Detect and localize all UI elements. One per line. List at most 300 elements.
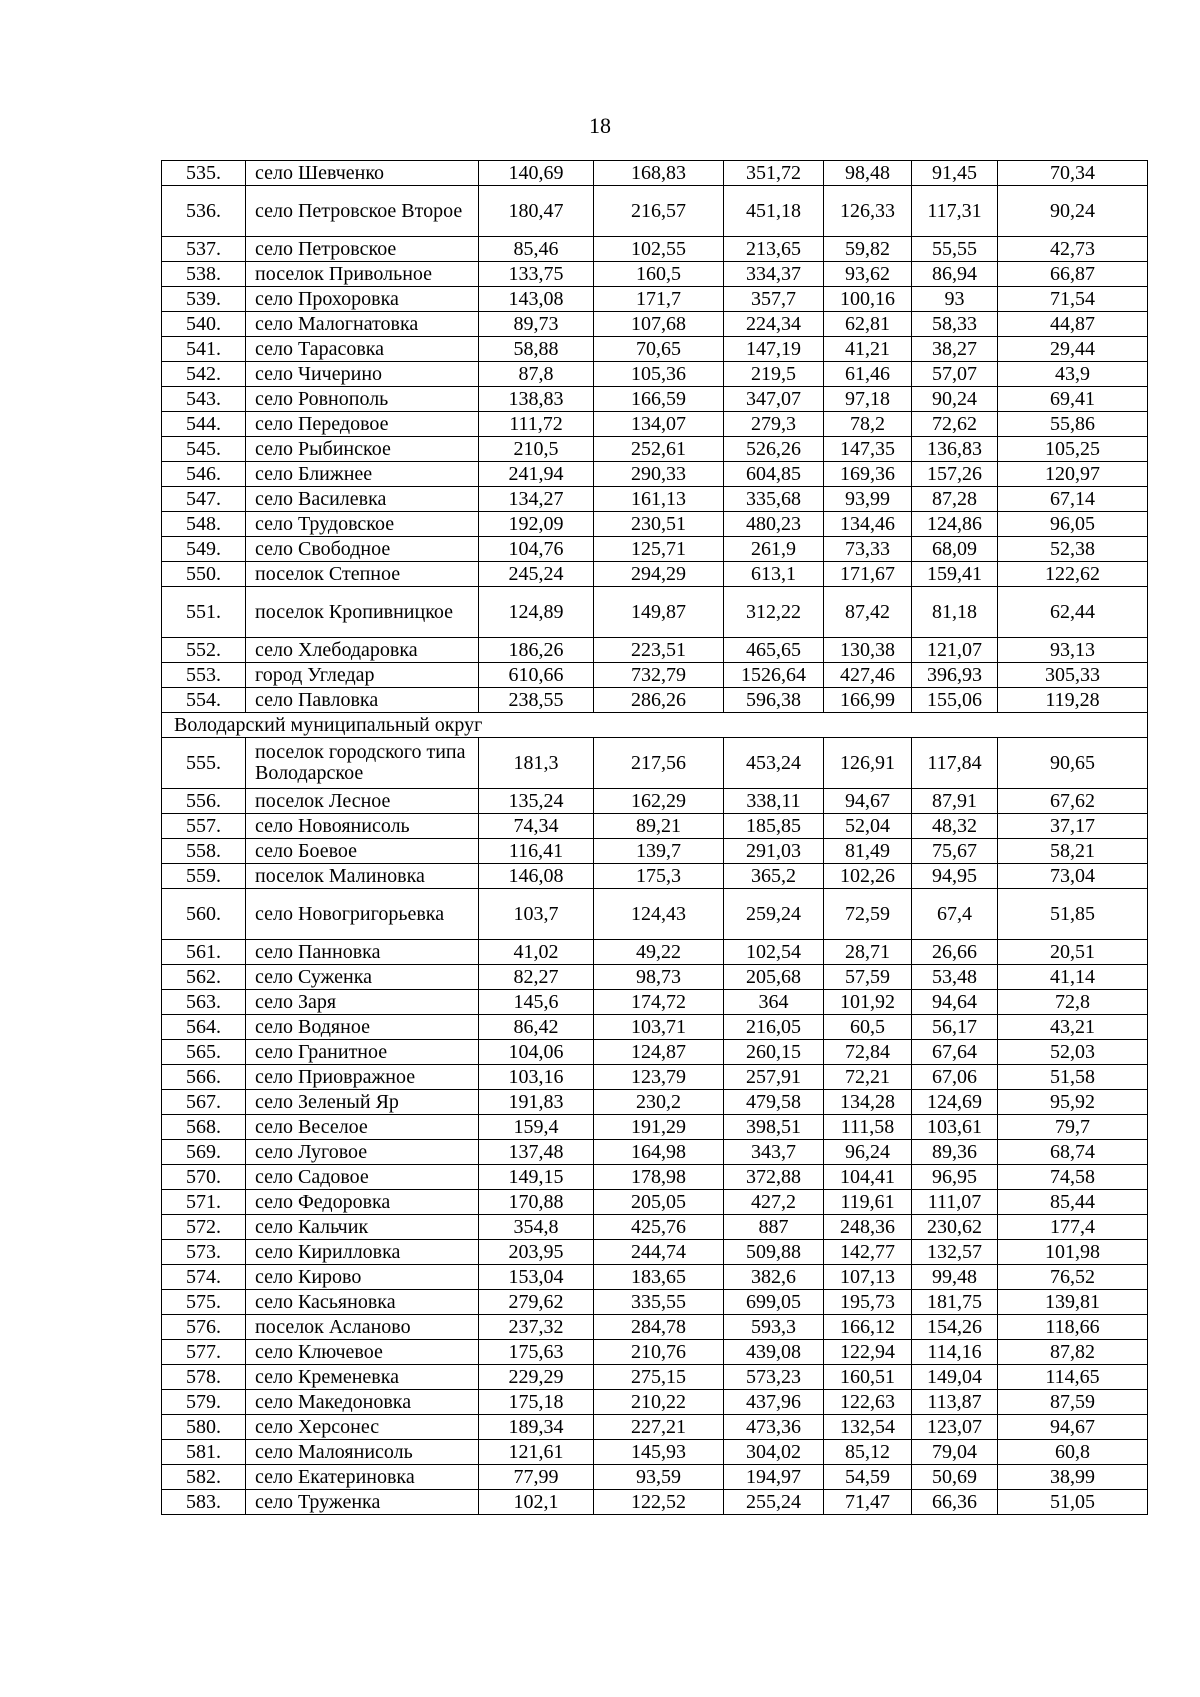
value-cell-4: 142,77 [824, 1240, 912, 1265]
table-row [162, 1140, 1148, 1165]
value-cell-6: 94,67 [998, 1415, 1148, 1440]
settlement-name: село Македоновка [246, 1390, 479, 1415]
value-cell-6: 58,21 [998, 839, 1148, 864]
value-cell-6: 38,99 [998, 1465, 1148, 1490]
value-cell-3: 205,68 [724, 965, 824, 990]
table-row [162, 362, 1148, 387]
value-cell-5: 75,67 [912, 839, 998, 864]
value-cell-3: 357,7 [724, 287, 824, 312]
row-number: 564. [162, 1015, 246, 1040]
value-cell-2: 171,7 [594, 287, 724, 312]
value-cell-4: 248,36 [824, 1215, 912, 1240]
value-cell-5: 99,48 [912, 1265, 998, 1290]
settlement-name: село Кирово [246, 1265, 479, 1290]
value-cell-1: 279,62 [479, 1290, 594, 1315]
settlement-name: село Свободное [246, 537, 479, 562]
value-cell-4: 100,16 [824, 287, 912, 312]
table-row [162, 262, 1148, 287]
settlement-name: село Павловка [246, 688, 479, 713]
value-cell-3: 479,58 [724, 1090, 824, 1115]
value-cell-3: 451,18 [724, 186, 824, 237]
value-cell-6: 93,13 [998, 638, 1148, 663]
value-cell-1: 104,06 [479, 1040, 594, 1065]
value-cell-5: 396,93 [912, 663, 998, 688]
settlement-name: село Ключевое [246, 1340, 479, 1365]
value-cell-2: 335,55 [594, 1290, 724, 1315]
row-number: 552. [162, 638, 246, 663]
value-cell-4: 93,99 [824, 487, 912, 512]
value-cell-2: 125,71 [594, 537, 724, 562]
value-cell-6: 43,9 [998, 362, 1148, 387]
value-cell-2: 223,51 [594, 638, 724, 663]
value-cell-5: 26,66 [912, 940, 998, 965]
row-number: 577. [162, 1340, 246, 1365]
value-cell-1: 138,83 [479, 387, 594, 412]
settlement-name: село Ближнее [246, 462, 479, 487]
value-cell-2: 145,93 [594, 1440, 724, 1465]
value-cell-6: 305,33 [998, 663, 1148, 688]
value-cell-2: 98,73 [594, 965, 724, 990]
row-number: 544. [162, 412, 246, 437]
value-cell-5: 72,62 [912, 412, 998, 437]
settlement-name: село Суженка [246, 965, 479, 990]
value-cell-3: 279,3 [724, 412, 824, 437]
value-cell-3: 194,97 [724, 1465, 824, 1490]
value-cell-1: 181,3 [479, 738, 594, 789]
value-cell-1: 134,27 [479, 487, 594, 512]
value-cell-5: 90,24 [912, 387, 998, 412]
value-cell-2: 166,59 [594, 387, 724, 412]
value-cell-3: 398,51 [724, 1115, 824, 1140]
value-cell-6: 51,05 [998, 1490, 1148, 1515]
value-cell-2: 290,33 [594, 462, 724, 487]
value-cell-1: 74,34 [479, 814, 594, 839]
table-row [162, 940, 1148, 965]
settlement-name: поселок городского типа Володарское [246, 738, 479, 789]
value-cell-5: 124,69 [912, 1090, 998, 1115]
settlement-name: село Прохоровка [246, 287, 479, 312]
row-number: 549. [162, 537, 246, 562]
row-number: 560. [162, 889, 246, 940]
value-cell-5: 181,75 [912, 1290, 998, 1315]
row-number: 548. [162, 512, 246, 537]
value-cell-1: 241,94 [479, 462, 594, 487]
value-cell-4: 166,12 [824, 1315, 912, 1340]
settlement-name: село Зеленый Яр [246, 1090, 479, 1115]
value-cell-2: 275,15 [594, 1365, 724, 1390]
value-cell-3: 427,2 [724, 1190, 824, 1215]
value-cell-6: 51,58 [998, 1065, 1148, 1090]
value-cell-3: 257,91 [724, 1065, 824, 1090]
row-number: 565. [162, 1040, 246, 1065]
value-cell-1: 143,08 [479, 287, 594, 312]
value-cell-3: 365,2 [724, 864, 824, 889]
value-cell-4: 427,46 [824, 663, 912, 688]
row-number: 546. [162, 462, 246, 487]
value-cell-5: 56,17 [912, 1015, 998, 1040]
value-cell-2: 252,61 [594, 437, 724, 462]
value-cell-1: 245,24 [479, 562, 594, 587]
value-cell-6: 70,34 [998, 161, 1148, 186]
value-cell-3: 465,65 [724, 638, 824, 663]
value-cell-5: 48,32 [912, 814, 998, 839]
row-number: 572. [162, 1215, 246, 1240]
row-number: 537. [162, 237, 246, 262]
value-cell-5: 81,18 [912, 587, 998, 638]
value-cell-6: 66,87 [998, 262, 1148, 287]
value-cell-6: 44,87 [998, 312, 1148, 337]
value-cell-5: 91,45 [912, 161, 998, 186]
settlement-name: село Касьяновка [246, 1290, 479, 1315]
value-cell-4: 98,48 [824, 161, 912, 186]
value-cell-2: 105,36 [594, 362, 724, 387]
value-cell-6: 95,92 [998, 1090, 1148, 1115]
row-number: 574. [162, 1265, 246, 1290]
settlement-name: село Херсонес [246, 1415, 479, 1440]
value-cell-2: 134,07 [594, 412, 724, 437]
settlement-name: поселок Лесное [246, 789, 479, 814]
table-row [162, 1115, 1148, 1140]
table-row [162, 1165, 1148, 1190]
settlement-name: село Екатериновка [246, 1465, 479, 1490]
value-cell-3: 255,24 [724, 1490, 824, 1515]
settlement-name: село Заря [246, 990, 479, 1015]
table-row [162, 1190, 1148, 1215]
value-cell-5: 50,69 [912, 1465, 998, 1490]
table-row [162, 287, 1148, 312]
settlement-name: село Рыбинское [246, 437, 479, 462]
settlement-name: село Трудовское [246, 512, 479, 537]
value-cell-4: 134,28 [824, 1090, 912, 1115]
value-cell-6: 90,65 [998, 738, 1148, 789]
value-cell-6: 177,4 [998, 1215, 1148, 1240]
value-cell-4: 73,33 [824, 537, 912, 562]
value-cell-5: 132,57 [912, 1240, 998, 1265]
value-cell-1: 210,5 [479, 437, 594, 462]
value-cell-1: 229,29 [479, 1365, 594, 1390]
row-number: 568. [162, 1115, 246, 1140]
value-cell-6: 60,8 [998, 1440, 1148, 1465]
value-cell-6: 62,44 [998, 587, 1148, 638]
table-row [162, 487, 1148, 512]
value-cell-4: 60,5 [824, 1015, 912, 1040]
value-cell-3: 213,65 [724, 237, 824, 262]
value-cell-6: 20,51 [998, 940, 1148, 965]
value-cell-1: 146,08 [479, 864, 594, 889]
value-cell-1: 354,8 [479, 1215, 594, 1240]
table-row [162, 562, 1148, 587]
settlement-name: село Федоровка [246, 1190, 479, 1215]
value-cell-3: 613,1 [724, 562, 824, 587]
value-cell-1: 103,7 [479, 889, 594, 940]
value-cell-5: 117,31 [912, 186, 998, 237]
value-cell-3: 259,24 [724, 889, 824, 940]
value-cell-4: 62,81 [824, 312, 912, 337]
value-cell-6: 74,58 [998, 1165, 1148, 1190]
value-cell-6: 120,97 [998, 462, 1148, 487]
value-cell-3: 382,6 [724, 1265, 824, 1290]
value-cell-4: 71,47 [824, 1490, 912, 1515]
table-row [162, 738, 1148, 789]
value-cell-2: 160,5 [594, 262, 724, 287]
settlement-name: село Малогнатовка [246, 312, 479, 337]
value-cell-4: 126,33 [824, 186, 912, 237]
row-number: 578. [162, 1365, 246, 1390]
table-row [162, 1415, 1148, 1440]
value-cell-4: 97,18 [824, 387, 912, 412]
row-number: 559. [162, 864, 246, 889]
value-cell-2: 732,79 [594, 663, 724, 688]
value-cell-5: 66,36 [912, 1490, 998, 1515]
value-cell-3: 439,08 [724, 1340, 824, 1365]
table-row [162, 1490, 1148, 1515]
value-cell-6: 69,41 [998, 387, 1148, 412]
value-cell-2: 70,65 [594, 337, 724, 362]
value-cell-1: 180,47 [479, 186, 594, 237]
settlement-name: поселок Асланово [246, 1315, 479, 1340]
row-number: 579. [162, 1390, 246, 1415]
value-cell-1: 58,88 [479, 337, 594, 362]
value-cell-3: 699,05 [724, 1290, 824, 1315]
value-cell-3: 351,72 [724, 161, 824, 186]
settlement-name: село Кирилловка [246, 1240, 479, 1265]
value-cell-3: 573,23 [724, 1365, 824, 1390]
value-cell-1: 137,48 [479, 1140, 594, 1165]
row-number: 582. [162, 1465, 246, 1490]
settlement-name: село Садовое [246, 1165, 479, 1190]
value-cell-5: 155,06 [912, 688, 998, 713]
value-cell-2: 123,79 [594, 1065, 724, 1090]
row-number: 573. [162, 1240, 246, 1265]
value-cell-6: 79,7 [998, 1115, 1148, 1140]
value-cell-4: 101,92 [824, 990, 912, 1015]
table-row [162, 462, 1148, 487]
table-row [162, 990, 1148, 1015]
value-cell-4: 169,36 [824, 462, 912, 487]
value-cell-2: 175,3 [594, 864, 724, 889]
table-row [162, 312, 1148, 337]
settlement-name: город Угледар [246, 663, 479, 688]
value-cell-4: 107,13 [824, 1265, 912, 1290]
table-row [162, 1465, 1148, 1490]
value-cell-1: 116,41 [479, 839, 594, 864]
value-cell-5: 79,04 [912, 1440, 998, 1465]
value-cell-5: 67,4 [912, 889, 998, 940]
value-cell-2: 205,05 [594, 1190, 724, 1215]
value-cell-5: 230,62 [912, 1215, 998, 1240]
value-cell-1: 238,55 [479, 688, 594, 713]
value-cell-3: 304,02 [724, 1440, 824, 1465]
value-cell-3: 216,05 [724, 1015, 824, 1040]
value-cell-1: 89,73 [479, 312, 594, 337]
value-cell-1: 149,15 [479, 1165, 594, 1190]
table-row [162, 237, 1148, 262]
table-row [162, 1065, 1148, 1090]
table-row [162, 1215, 1148, 1240]
value-cell-5: 111,07 [912, 1190, 998, 1215]
value-cell-6: 51,85 [998, 889, 1148, 940]
data-table [161, 160, 1148, 1515]
table-row [162, 864, 1148, 889]
value-cell-6: 85,44 [998, 1190, 1148, 1215]
row-number: 555. [162, 738, 246, 789]
row-number: 571. [162, 1190, 246, 1215]
table-row [162, 1040, 1148, 1065]
value-cell-5: 86,94 [912, 262, 998, 287]
value-cell-6: 73,04 [998, 864, 1148, 889]
value-cell-1: 41,02 [479, 940, 594, 965]
value-cell-2: 161,13 [594, 487, 724, 512]
settlement-name: село Малоянисоль [246, 1440, 479, 1465]
value-cell-4: 96,24 [824, 1140, 912, 1165]
value-cell-5: 136,83 [912, 437, 998, 462]
value-cell-4: 122,63 [824, 1390, 912, 1415]
value-cell-2: 93,59 [594, 1465, 724, 1490]
value-cell-3: 334,37 [724, 262, 824, 287]
value-cell-3: 509,88 [724, 1240, 824, 1265]
value-cell-4: 61,46 [824, 362, 912, 387]
value-cell-2: 286,26 [594, 688, 724, 713]
table-row [162, 412, 1148, 437]
value-cell-6: 119,28 [998, 688, 1148, 713]
value-cell-4: 166,99 [824, 688, 912, 713]
value-cell-2: 49,22 [594, 940, 724, 965]
settlement-name: село Тарасовка [246, 337, 479, 362]
value-cell-3: 260,15 [724, 1040, 824, 1065]
value-cell-4: 122,94 [824, 1340, 912, 1365]
value-cell-2: 168,83 [594, 161, 724, 186]
value-cell-6: 68,74 [998, 1140, 1148, 1165]
table-row [162, 638, 1148, 663]
value-cell-4: 57,59 [824, 965, 912, 990]
value-cell-3: 224,34 [724, 312, 824, 337]
row-number: 556. [162, 789, 246, 814]
row-number: 563. [162, 990, 246, 1015]
table-row [162, 512, 1148, 537]
table-row [162, 1015, 1148, 1040]
value-cell-2: 230,51 [594, 512, 724, 537]
settlement-name: село Ровнополь [246, 387, 479, 412]
value-cell-3: 343,7 [724, 1140, 824, 1165]
value-cell-5: 96,95 [912, 1165, 998, 1190]
section-row [162, 713, 1148, 738]
table-row [162, 537, 1148, 562]
value-cell-4: 119,61 [824, 1190, 912, 1215]
page-number: 18 [589, 113, 611, 138]
value-cell-4: 134,46 [824, 512, 912, 537]
value-cell-3: 347,07 [724, 387, 824, 412]
value-cell-6: 43,21 [998, 1015, 1148, 1040]
row-number: 575. [162, 1290, 246, 1315]
row-number: 542. [162, 362, 246, 387]
value-cell-6: 114,65 [998, 1365, 1148, 1390]
value-cell-4: 171,67 [824, 562, 912, 587]
value-cell-4: 93,62 [824, 262, 912, 287]
value-cell-2: 210,22 [594, 1390, 724, 1415]
value-cell-4: 147,35 [824, 437, 912, 462]
value-cell-2: 230,2 [594, 1090, 724, 1115]
value-cell-2: 284,78 [594, 1315, 724, 1340]
value-cell-5: 67,64 [912, 1040, 998, 1065]
value-cell-3: 593,3 [724, 1315, 824, 1340]
row-number: 576. [162, 1315, 246, 1340]
value-cell-1: 145,6 [479, 990, 594, 1015]
settlement-name: село Кременевка [246, 1365, 479, 1390]
value-cell-3: 102,54 [724, 940, 824, 965]
value-cell-3: 437,96 [724, 1390, 824, 1415]
value-cell-2: 178,98 [594, 1165, 724, 1190]
settlement-name: поселок Малиновка [246, 864, 479, 889]
value-cell-1: 610,66 [479, 663, 594, 688]
row-number: 554. [162, 688, 246, 713]
value-cell-4: 85,12 [824, 1440, 912, 1465]
value-cell-5: 55,55 [912, 237, 998, 262]
settlement-name: село Новогригорьевка [246, 889, 479, 940]
table-row [162, 1240, 1148, 1265]
value-cell-2: 244,74 [594, 1240, 724, 1265]
value-cell-2: 174,72 [594, 990, 724, 1015]
value-cell-2: 122,52 [594, 1490, 724, 1515]
settlement-name: село Панновка [246, 940, 479, 965]
value-cell-6: 96,05 [998, 512, 1148, 537]
value-cell-6: 122,62 [998, 562, 1148, 587]
value-cell-5: 58,33 [912, 312, 998, 337]
value-cell-3: 596,38 [724, 688, 824, 713]
value-cell-1: 133,75 [479, 262, 594, 287]
value-cell-2: 139,7 [594, 839, 724, 864]
row-number: 541. [162, 337, 246, 362]
value-cell-1: 175,63 [479, 1340, 594, 1365]
value-cell-3: 147,19 [724, 337, 824, 362]
value-cell-1: 135,24 [479, 789, 594, 814]
value-cell-2: 216,57 [594, 186, 724, 237]
value-cell-1: 192,09 [479, 512, 594, 537]
value-cell-4: 81,49 [824, 839, 912, 864]
settlement-name: село Боевое [246, 839, 479, 864]
table-row [162, 1290, 1148, 1315]
value-cell-6: 55,86 [998, 412, 1148, 437]
value-cell-4: 104,41 [824, 1165, 912, 1190]
value-cell-5: 53,48 [912, 965, 998, 990]
value-cell-2: 227,21 [594, 1415, 724, 1440]
value-cell-6: 29,44 [998, 337, 1148, 362]
value-cell-1: 85,46 [479, 237, 594, 262]
row-number: 547. [162, 487, 246, 512]
row-number: 569. [162, 1140, 246, 1165]
value-cell-2: 210,76 [594, 1340, 724, 1365]
settlement-name: село Водяное [246, 1015, 479, 1040]
value-cell-4: 72,84 [824, 1040, 912, 1065]
settlement-name: село Приовражное [246, 1065, 479, 1090]
value-cell-2: 102,55 [594, 237, 724, 262]
value-cell-5: 57,07 [912, 362, 998, 387]
value-cell-1: 203,95 [479, 1240, 594, 1265]
value-cell-5: 94,64 [912, 990, 998, 1015]
value-cell-3: 480,23 [724, 512, 824, 537]
value-cell-2: 162,29 [594, 789, 724, 814]
value-cell-5: 87,91 [912, 789, 998, 814]
value-cell-1: 189,34 [479, 1415, 594, 1440]
value-cell-3: 312,22 [724, 587, 824, 638]
value-cell-1: 191,83 [479, 1090, 594, 1115]
value-cell-5: 94,95 [912, 864, 998, 889]
value-cell-1: 140,69 [479, 161, 594, 186]
value-cell-6: 37,17 [998, 814, 1148, 839]
value-cell-3: 453,24 [724, 738, 824, 789]
value-cell-5: 67,06 [912, 1065, 998, 1090]
value-cell-5: 87,28 [912, 487, 998, 512]
settlement-name: поселок Кропивницкое [246, 587, 479, 638]
